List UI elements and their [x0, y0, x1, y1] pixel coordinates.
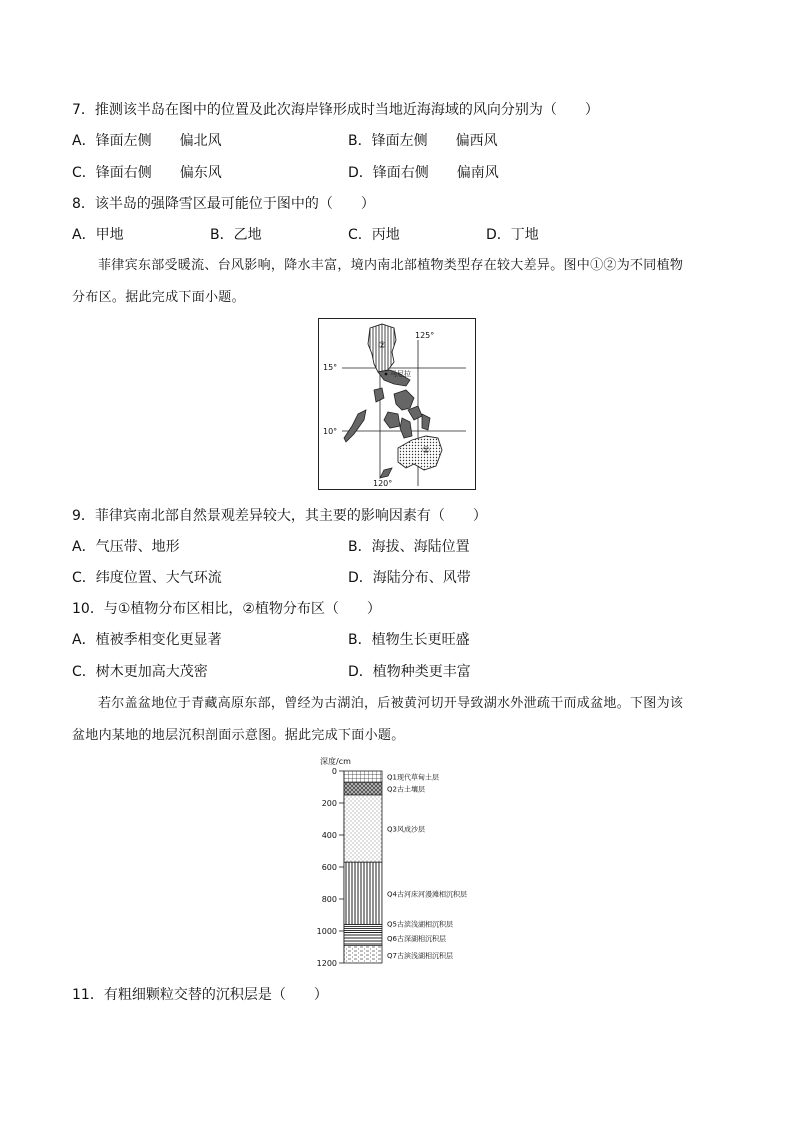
depth-tick-label: 1200: [316, 959, 337, 968]
manila-label: 马尼拉: [390, 370, 411, 378]
passage-philippines-line2: 分布区。据此完成下面小题。: [72, 290, 245, 305]
depth-tick-label: 800: [321, 895, 337, 904]
layer-label: Q6古深湖相沉积层: [387, 935, 446, 943]
zone-2-label: ②: [378, 341, 387, 351]
layer-label: Q2古土壤层: [387, 785, 425, 794]
manila-dot: [385, 373, 388, 376]
depth-tick-label: 0: [331, 767, 337, 776]
layer-block: [344, 862, 382, 924]
layer-block: [344, 795, 382, 862]
lat-label-10: 10°: [323, 427, 338, 436]
q10-option-c[interactable]: C．树木更加高大茂密: [72, 664, 208, 680]
q8-option-b[interactable]: B．乙地: [210, 227, 262, 243]
lat-label-15: 15°: [323, 363, 338, 372]
passage-zoige-line2: 盆地内某地的地层沉积剖面示意图。据此完成下面小题。: [72, 728, 405, 743]
stratigraphic-profile: [300, 754, 490, 976]
depth-tick-label: 200: [321, 799, 337, 808]
q7-option-d[interactable]: D．锋面右侧 偏南风: [348, 165, 499, 181]
layer-block: [344, 933, 382, 946]
q7-option-c[interactable]: C．锋面右侧 偏东风: [72, 165, 222, 181]
q10-option-d[interactable]: D．植物种类更丰富: [348, 664, 471, 680]
question-11-stem: 11．有粗细颗粒交替的沉积层是（ ）: [72, 987, 328, 1003]
q10-option-a[interactable]: A．植被季相变化更显著: [72, 632, 222, 648]
layer-label: Q7古滨浅湖相沉积层: [387, 952, 453, 961]
philippines-map: [318, 318, 476, 490]
q10-option-b[interactable]: B．植物生长更旺盛: [348, 632, 470, 648]
layer-block: [344, 945, 382, 963]
q9-option-a[interactable]: A．气压带、地形: [72, 539, 180, 555]
layer-label: Q3风成沙层: [387, 825, 425, 834]
passage-zoige-basin: [72, 688, 718, 752]
question-10-stem: 10．与①植物分布区相比，②植物分布区（ ）: [72, 601, 381, 617]
q8-option-c[interactable]: C．丙地: [348, 227, 400, 243]
q7-option-a[interactable]: A．锋面左侧 偏北风: [72, 133, 222, 149]
q8-option-a[interactable]: A．甲地: [72, 227, 124, 243]
zone-1-label: ①: [422, 446, 431, 456]
layer-block: [344, 925, 382, 933]
passage-philippines-line1: 菲律宾东部受暖流、台风影响，降水丰富，境内南北部植物类型存在较大差异。图中①②为不同植物: [98, 258, 684, 273]
layer-label: Q5古滨浅湖相沉积层: [387, 920, 453, 929]
depth-tick-label: 1000: [316, 927, 337, 936]
question-9-stem: 9．菲律宾南北部自然景观差异较大，其主要的影响因素有（ ）: [72, 508, 487, 524]
passage-zoige-line1: 若尔盖盆地位于青藏高原东部，曾经为古湖泊，后被黄河切开导致湖水外泄疏干而成盆地。下图为该: [98, 696, 684, 711]
q8-option-d[interactable]: D．丁地: [486, 227, 539, 243]
passage-philippines: [72, 250, 718, 314]
lon-label-125: 125°: [415, 331, 435, 340]
depth-tick-label: 600: [321, 863, 337, 872]
question-8-stem: 8．该半岛的强降雪区最可能位于图中的（ ）: [72, 196, 375, 212]
layer-label: Q1现代草甸土层: [387, 773, 439, 782]
q7-option-b[interactable]: B．锋面左侧 偏西风: [348, 133, 498, 149]
layer-block: [344, 782, 382, 795]
q9-option-d[interactable]: D．海陆分布、风带: [348, 570, 471, 586]
depth-tick-label: 400: [321, 831, 337, 840]
lon-label-120: 120°: [373, 479, 393, 488]
question-7-stem: 7．推测该半岛在图中的位置及此次海岸锋形成时当地近海海域的风向分别为（ ）: [72, 102, 599, 118]
q9-option-b[interactable]: B．海拔、海陆位置: [348, 539, 470, 555]
profile-axis-title: 深度/cm: [320, 757, 351, 766]
layer-label: Q4古河床河漫滩相沉积层: [387, 890, 467, 899]
layer-block: [344, 771, 382, 782]
q9-option-c[interactable]: C．纬度位置、大气环流: [72, 570, 222, 586]
